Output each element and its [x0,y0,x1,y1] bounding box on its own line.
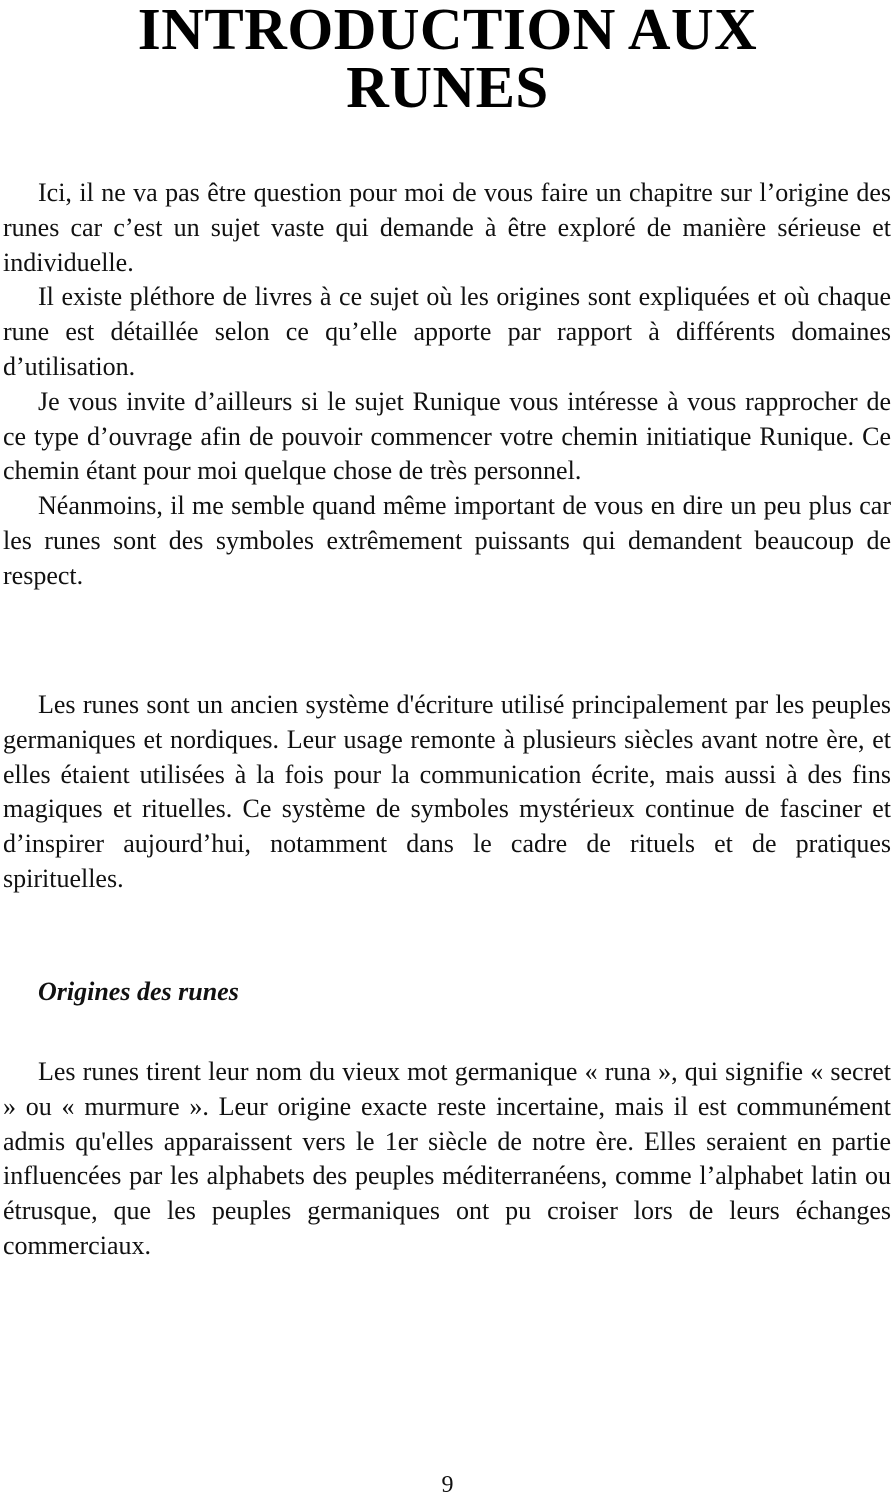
chapter-title-line-2: RUNES [346,54,549,120]
chapter-title [0,0,895,120]
intro-paragraph: Néanmoins, il me semble quand même important de vous en dire un peu plus car les runes sont des symboles extrêmement puissants qui demandent beaucoup de respect. [3,491,891,590]
intro-text-block [3,176,891,594]
overview-paragraph: Les runes sont un ancien système d'écriture utilisé principalement par les peuples germaniques et nordiques. Leur usage remonte à plusieurs siècles avant notre ère, et elles étaient utilisées à la fois pour la communication écrite, mais aussi à des fins magiques et rituelles. Ce système de symboles mystérieux continue de fasciner et d’inspirer aujourd’hui, notamment dans le cadre de rituels et de pratiques spirituelles. [3,690,891,893]
section-heading: Origines des runes [38,977,239,1006]
overview-text-block [3,688,891,897]
intro-paragraph: Je vous invite d’ailleurs si le sujet Runique vous intéresse à vous rapprocher de ce type d’ouvrage afin de pouvoir commencer votre chemin initiatique Runique. Ce chemin étant pour moi quelque chose de très personnel. [3,386,891,486]
intro-paragraph: Ici, il ne va pas être question pour moi de vous faire un chapitre sur l’origine des runes car c’est un sujet vaste qui demande à être exploré de manière sérieuse et individuelle. [3,178,891,277]
page-number: 9 [441,1472,454,1498]
section-paragraph: Les runes tirent leur nom du vieux mot germanique « runa », qui signifie « secret » ou « murmure ». Leur origine exacte reste incertaine, mais il est communément admis qu'elles apparaissent vers le 1er siècle de notre ère. Elles seraient en partie influencées par les alphabets des peuples méditerranéens, comme l’alphabet latin ou étrusque, que les peuples germaniques ont pu croiser lors de leurs échanges commerciaux. [3,1057,891,1260]
chapter-title-line-1: INTRODUCTION AUX [137,0,758,62]
intro-paragraph: Il existe pléthore de livres à ce sujet où les origines sont expliquées et où chaque rune est détaillée selon ce qu’elle apporte par rapport à différents domaines d’utilisation. [3,282,891,381]
section-text-block [3,1055,891,1264]
